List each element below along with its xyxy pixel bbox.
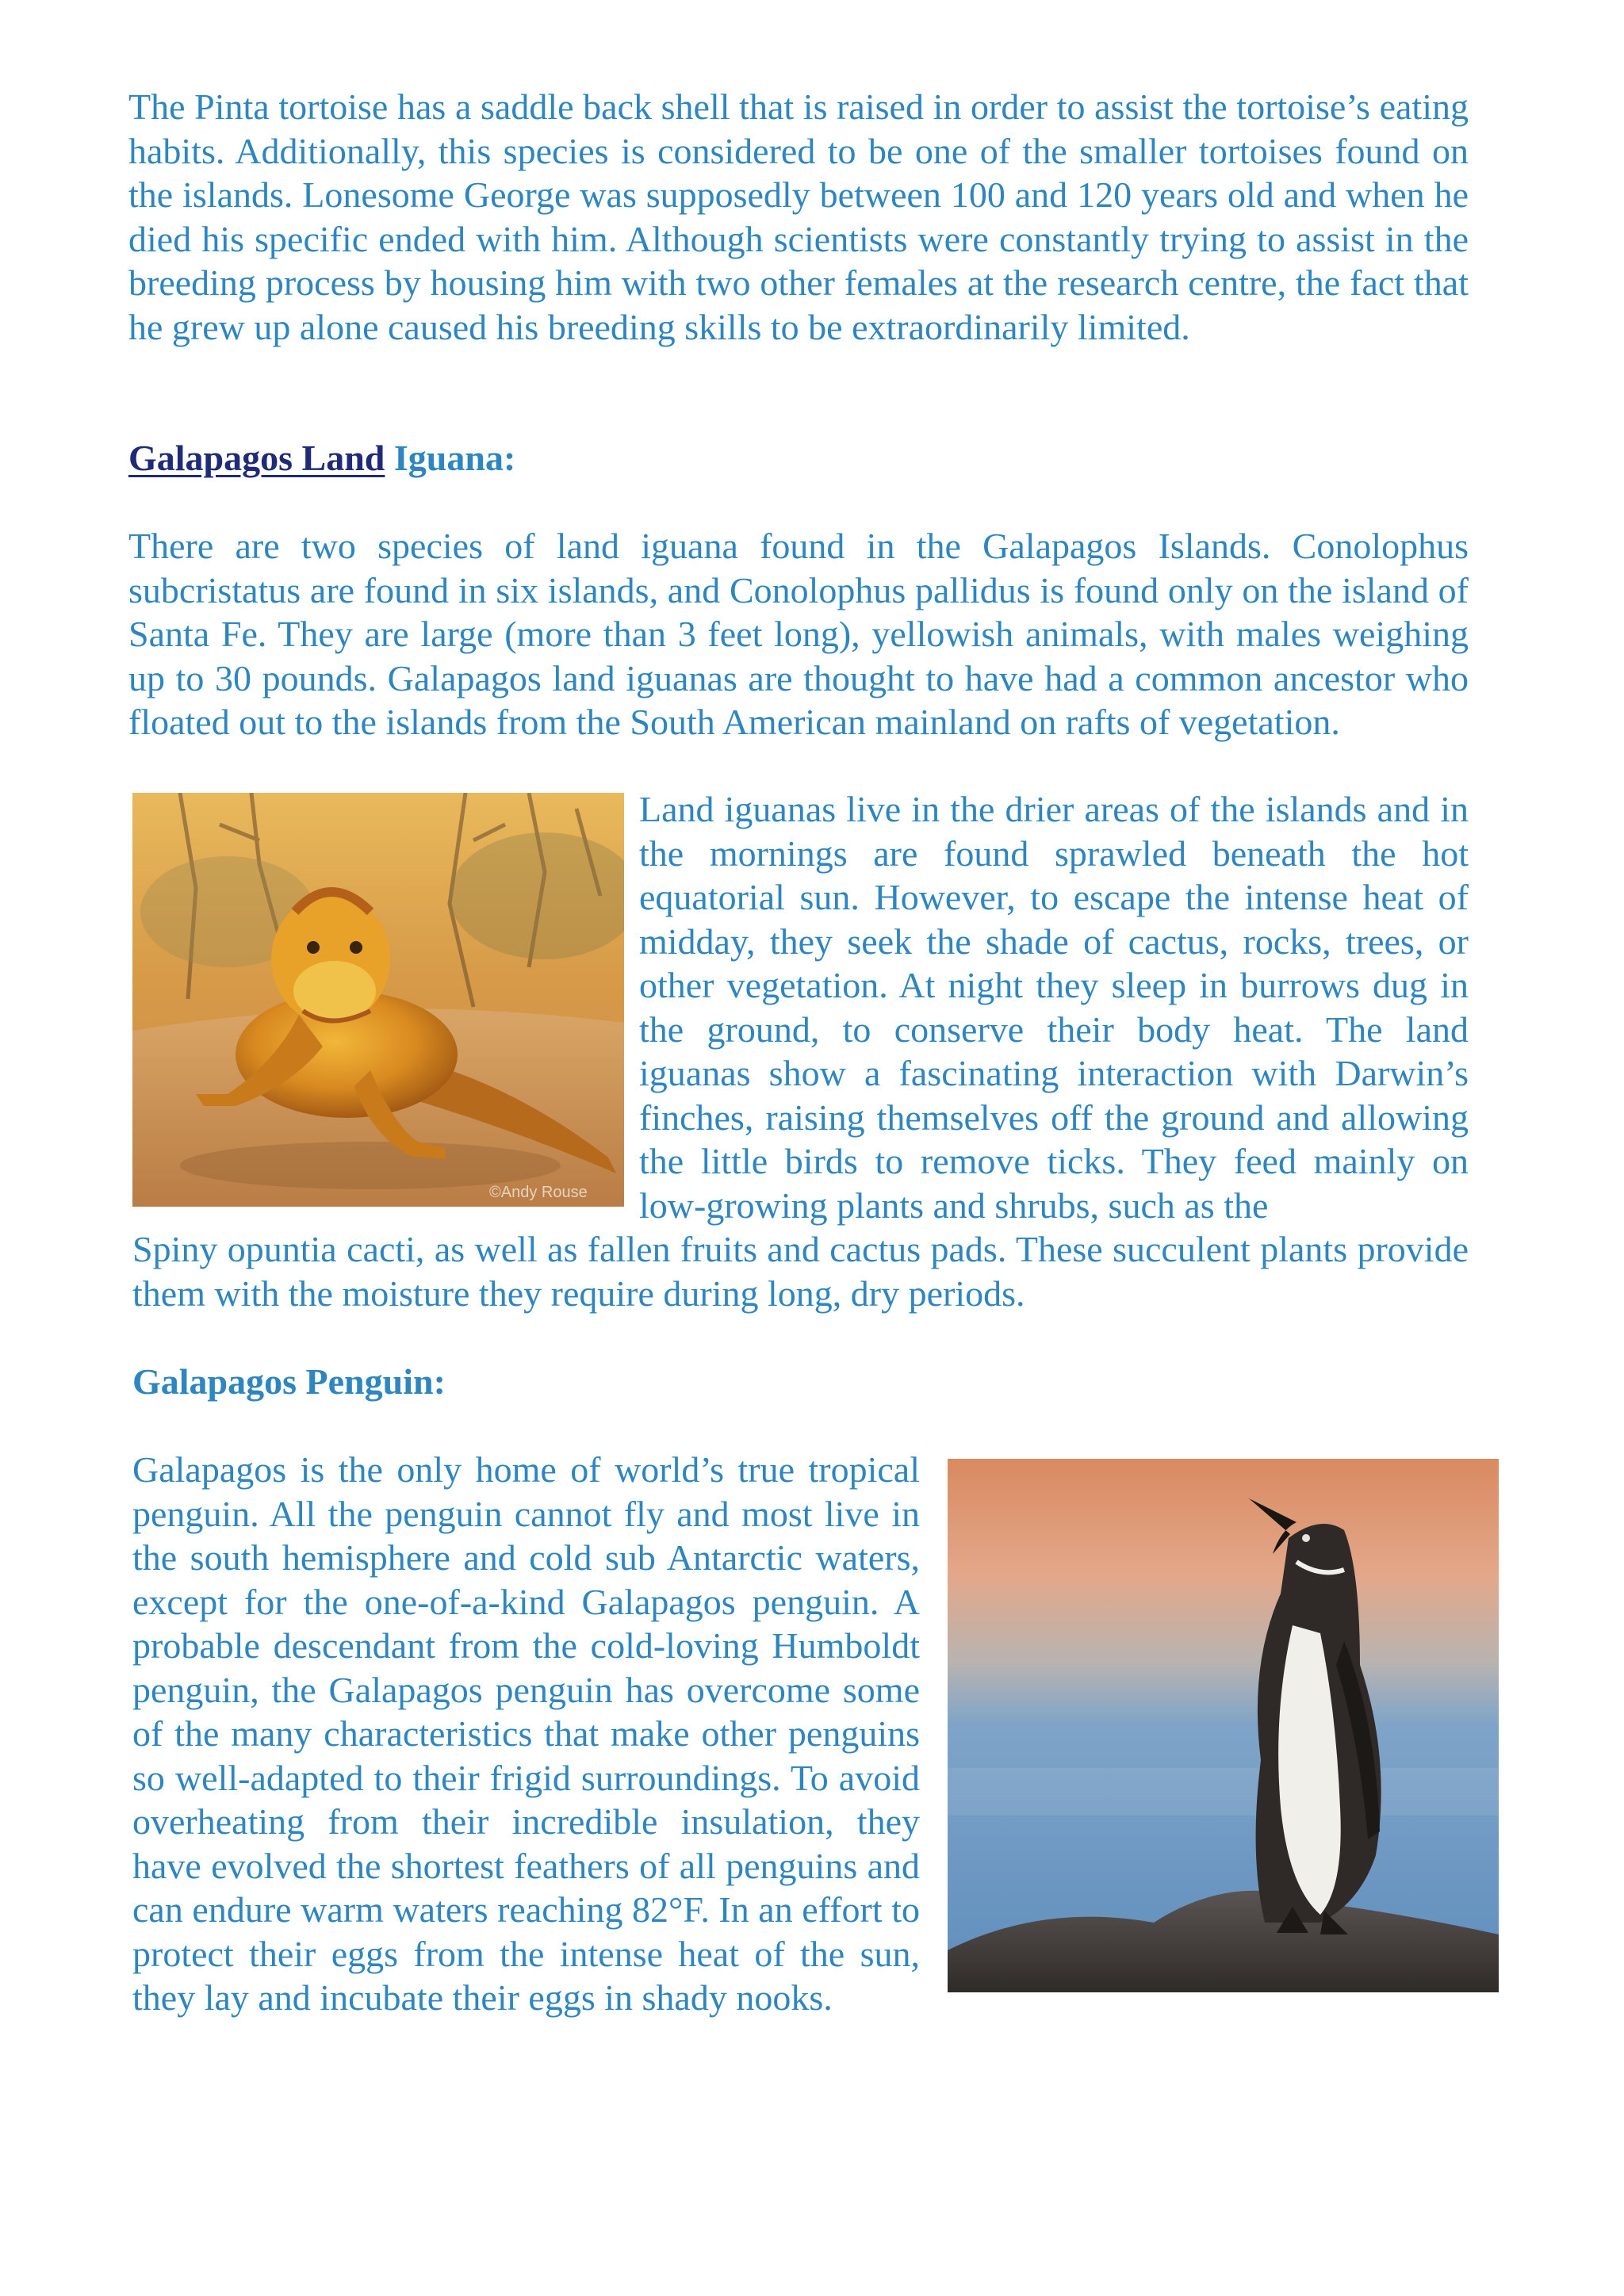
penguin-paragraph: Galapagos is the only home of world’s true tropical penguin. All the penguin cannot fly and most live in the south hemisphere and cold sub Antarctic waters, except for the one-of-a-kind Galapagos penguin. A probable descendant from the cold-loving Humboldt penguin, the Galapagos penguin has overcome some of the many characteristics that make other penguins so well-adapted to their frigid surroundings. To avoid overheating from their incredible insulation, they have evolved the shortest feathers of all penguins and can endure warm waters reaching 82°F. In an effort to protect their eggs from the intense heat of the sun, they lay and incubate their eggs in shady nooks.	[132, 1449, 920, 2018]
tortoise-paragraph: The Pinta tortoise has a saddle back shell that is raised in order to assist the tortoise’s eating habits. Additionally, this species is considered to be one of the smaller tortoises found on the islands. Lonesome George was supposedly between 100 and 120 years old and when he died his specific ended with him. Although scientists were constantly trying to assist in the breeding process by housing him with two other females at the research centre, the fact that he grew up alone caused his breeding skills to be extraordinarily limited.	[128, 86, 1469, 347]
iguana-heading	[128, 436, 921, 480]
galapagos-penguin-photo	[948, 1459, 1499, 1992]
iguana-side-paragraph: Land iguanas live in the drier areas of the islands and in the mornings are found sprawled beneath the hot equatorial sun. However, to escape the intense heat of midday, they seek the shade of cactus, rocks, trees, or other vegetation. At night they sleep in burrows dug in the ground, to conserve their body heat. The land iguanas show a fascinating interaction with Darwin’s finches, raising themselves off the ground and allowing the little birds to remove ticks. They feed mainly on low-growing plants and shrubs, such as the	[639, 789, 1469, 1226]
penguin-heading: Galapagos Penguin:	[132, 1361, 446, 1402]
iguana-continuation-paragraph: Spiny opuntia cacti, as well as fallen fruits and cactus pads. These succulent plants provide them with the moisture they require during long, dry periods.	[132, 1229, 1469, 1314]
land-iguana-photo	[132, 793, 624, 1207]
iguana-heading-rest: Iguana:	[385, 438, 516, 478]
galapagos-land-link[interactable]: Galapagos Land	[128, 438, 385, 478]
iguana-intro-paragraph: There are two species of land iguana found in the Galapagos Islands. Conolophus subcristatus are found in six islands, and Conolophus pallidus is found only on the island of Santa Fe. They are large (more than 3 feet long), yellowish animals, with males weighing up to 30 pounds. Galapagos land iguanas are thought to have had a common ancestor who floated out to the islands from the South American mainland on rafts of vegetation.	[128, 526, 1469, 742]
photo-watermark: ©Andy Rouse	[489, 1184, 588, 1201]
